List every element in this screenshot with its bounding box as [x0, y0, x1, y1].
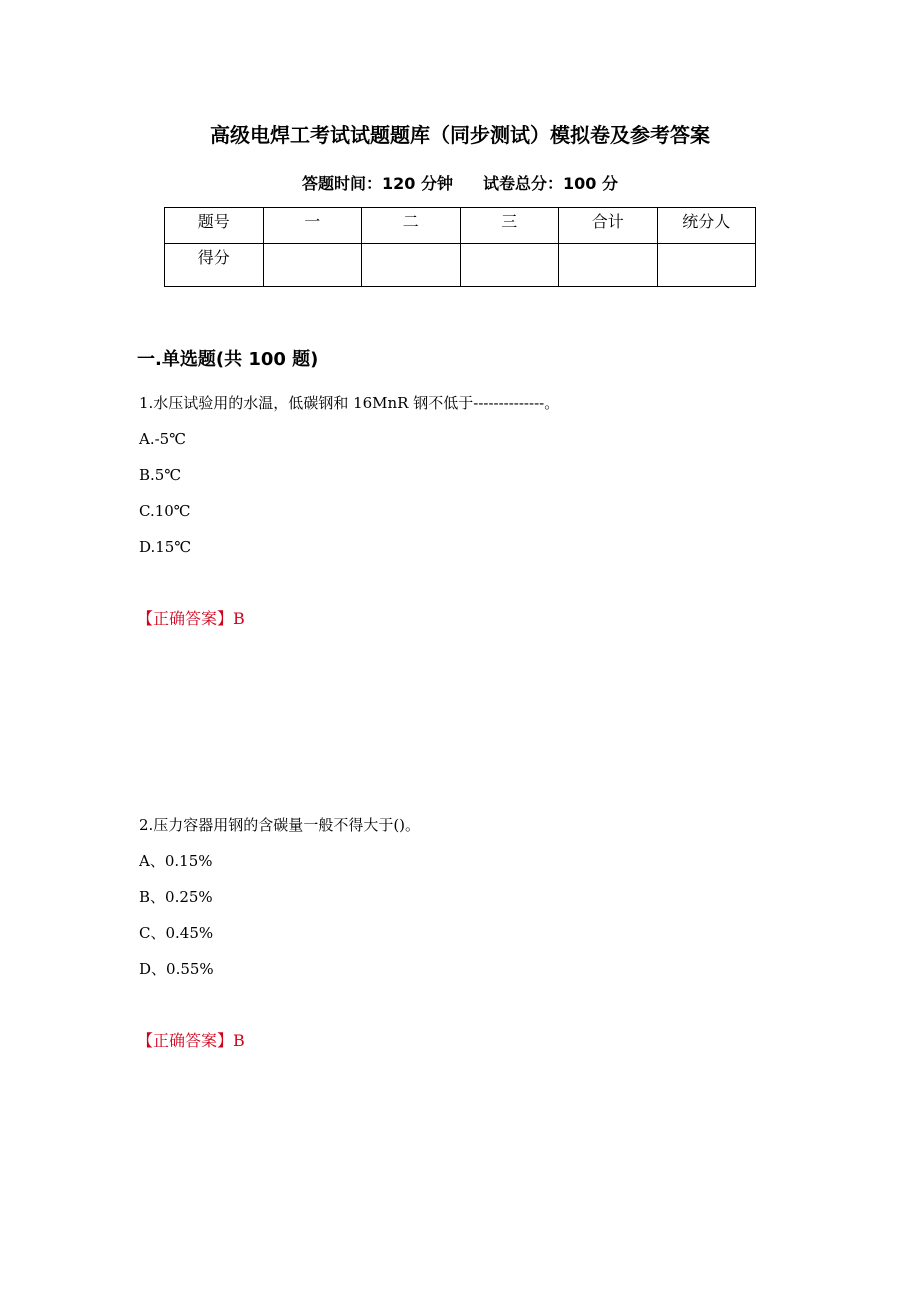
question-2-answer: 【正确答案】B — [137, 1031, 245, 1050]
score-cell-total — [559, 244, 658, 287]
question-2-option-c: C、0.45% — [139, 924, 214, 942]
question-2-option-d: D、0.55% — [139, 960, 214, 978]
question-1-option-b: B.5℃ — [139, 466, 182, 484]
question-1-option-a: A.-5℃ — [139, 430, 186, 448]
question-1-option-d: D.15℃ — [139, 538, 192, 556]
score-table — [164, 207, 756, 287]
question-1-answer: 【正确答案】B — [137, 609, 245, 628]
header-cell-total: 合计 — [559, 208, 658, 244]
score-cell-part-2 — [362, 244, 461, 287]
document-title: 高级电焊工考试试题题库（同步测试）模拟卷及参考答案 — [210, 123, 710, 147]
score-table-header-row — [165, 208, 756, 244]
question-1-stem: 1.水压试验用的水温，低碳钢和 16MnR 钢不低于--------------。 — [139, 394, 560, 412]
score-cell-grader — [657, 244, 756, 287]
header-cell-part-3: 三 — [460, 208, 559, 244]
header-cell-part-1: 一 — [263, 208, 362, 244]
score-cell-part-1 — [263, 244, 362, 287]
exam-time: 答题时间：120 分钟 — [302, 174, 453, 193]
score-row-label: 得分 — [165, 244, 264, 287]
exam-total-score: 试卷总分：100 分 — [483, 174, 618, 193]
score-cell-part-3 — [460, 244, 559, 287]
header-cell-question-number: 题号 — [165, 208, 264, 244]
question-2-option-b: B、0.25% — [139, 888, 213, 906]
section-heading: 一.单选题(共 100 题) — [137, 349, 319, 370]
question-2-stem: 2.压力容器用钢的含碳量一般不得大于()。 — [139, 816, 421, 834]
question-1-option-c: C.10℃ — [139, 502, 191, 520]
score-table-score-row — [165, 244, 756, 287]
question-2-option-a: A、0.15% — [139, 852, 213, 870]
header-cell-grader: 统分人 — [657, 208, 756, 244]
header-cell-part-2: 二 — [362, 208, 461, 244]
exam-meta — [0, 172, 920, 196]
